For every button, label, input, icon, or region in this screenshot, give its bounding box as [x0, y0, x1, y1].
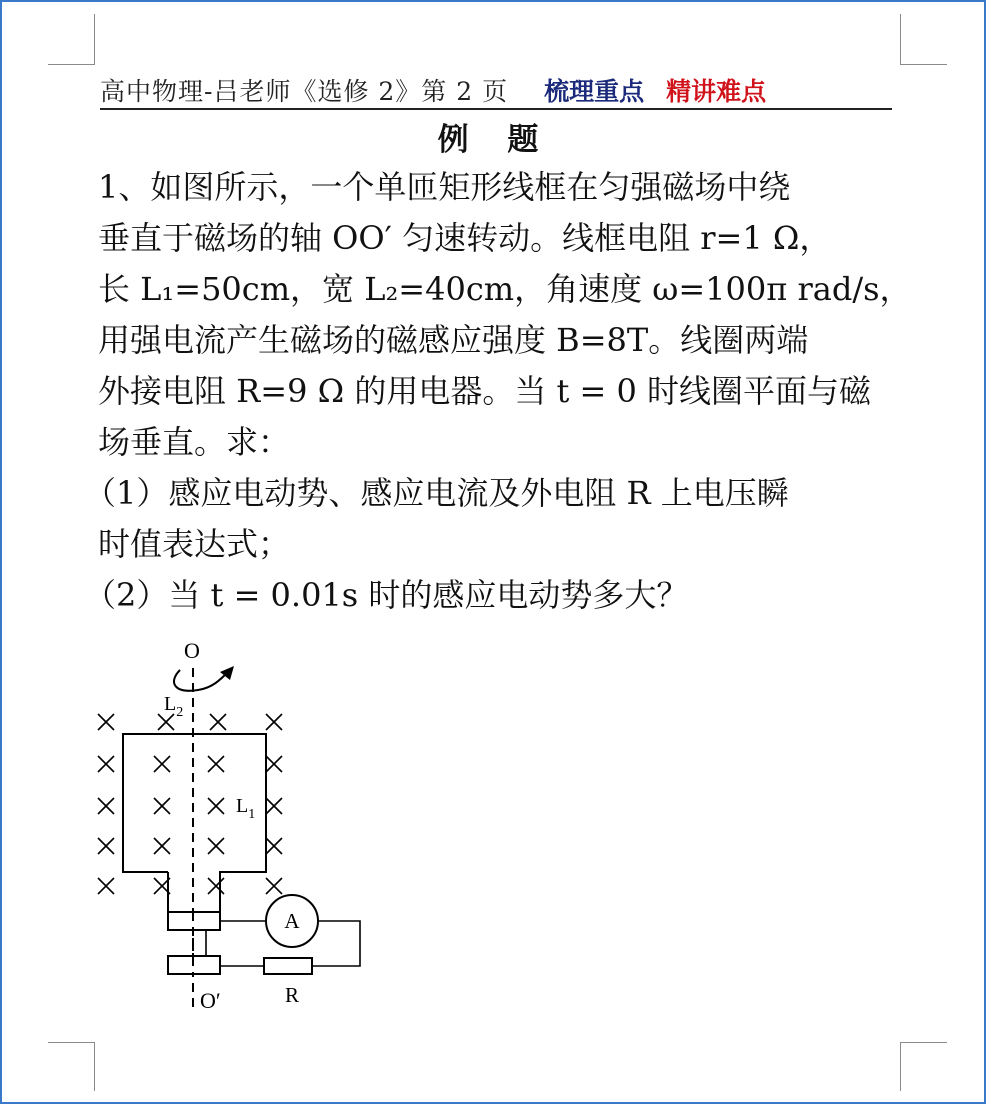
crop-mark-top-left — [48, 14, 95, 65]
resistor-label: R — [284, 983, 300, 1007]
problem-line: 长 L₁=50cm，宽 L₂=40cm，角速度 ω=100π rad/s， — [98, 270, 912, 308]
axis-bottom-label: O′ — [200, 988, 221, 1013]
field-cross-mark — [98, 878, 114, 894]
field-cross-mark — [266, 878, 282, 894]
field-cross-mark — [98, 756, 114, 772]
problem-text — [84, 162, 912, 621]
coil-diagram — [88, 630, 388, 1020]
field-cross-mark — [98, 798, 114, 814]
field-cross-mark — [158, 714, 174, 730]
crop-mark-bottom-left — [48, 1042, 95, 1091]
width-label-letter: L — [164, 693, 177, 715]
length-label — [236, 795, 255, 822]
field-cross-mark — [154, 838, 170, 854]
magnetic-field-marks — [98, 714, 282, 894]
field-cross-mark — [154, 798, 170, 814]
width-label — [164, 693, 183, 720]
problem-line: 垂直于磁场的轴 OO′ 匀速转动。线框电阻 r=1 Ω， — [98, 219, 832, 257]
rotation-arrow — [174, 670, 228, 691]
field-cross-mark — [208, 878, 224, 894]
field-cross-mark — [208, 756, 224, 772]
question-1-continued: 时值表达式； — [98, 525, 291, 563]
crop-mark-top-right — [900, 14, 947, 65]
problem-line: 外接电阻 R=9 Ω 的用电器。当 t = 0 时线圈平面与磁 — [98, 372, 872, 410]
length-label-subscript: 1 — [248, 807, 256, 822]
header-course-title: 高中物理-吕老师《选修 2》第 2 页 — [100, 77, 509, 106]
field-cross-mark — [98, 838, 114, 854]
length-label-letter: L — [236, 795, 249, 817]
field-cross-mark — [266, 756, 282, 772]
problem-line: 场垂直。求： — [98, 423, 291, 461]
field-cross-mark — [208, 798, 224, 814]
field-cross-mark — [154, 756, 170, 772]
axis-top-label: O — [184, 638, 200, 663]
field-cross-mark — [210, 714, 226, 730]
field-cross-mark — [266, 798, 282, 814]
question-1: （1）感应电动势、感应电流及外电阻 R 上电压瞬 — [84, 474, 789, 512]
header-slogan-key-points: 梳理重点 — [544, 77, 645, 106]
field-cross-mark — [208, 838, 224, 854]
resistor — [264, 958, 312, 974]
header-slogan-difficulties: 精讲难点 — [666, 77, 767, 106]
wire-return — [312, 921, 360, 966]
page-header — [100, 72, 892, 110]
field-cross-mark — [266, 838, 282, 854]
coil-frame — [123, 734, 266, 912]
problem-line: 1、如图所示，一个单匝矩形线框在匀强磁场中绕 — [98, 168, 791, 206]
coil-diagram-svg — [88, 630, 388, 1020]
problem-line: 用强电流产生磁场的磁感应强度 B=8T。线圈两端 — [98, 321, 809, 359]
question-2: （2）当 t = 0.01s 时的感应电动势多大？ — [84, 576, 689, 614]
ammeter-label: A — [284, 909, 300, 933]
section-title: 例 题 — [437, 122, 553, 158]
field-cross-mark — [266, 714, 282, 730]
width-label-subscript: 2 — [176, 705, 184, 720]
crop-mark-bottom-right — [900, 1042, 947, 1091]
field-cross-mark — [98, 714, 114, 730]
